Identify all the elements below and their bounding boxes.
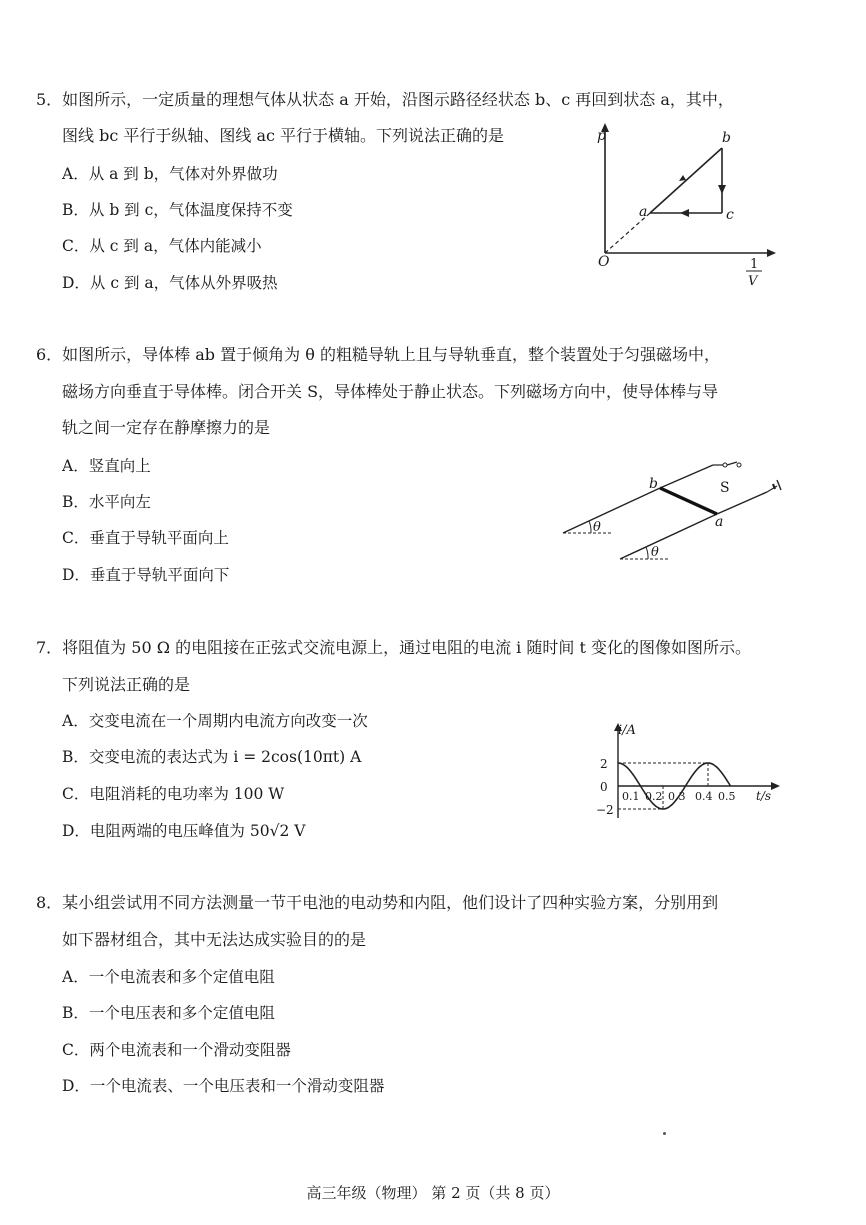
q8-stem-line1: 8．某小组尝试用不同方法测量一节干电池的电动势和内阻，他们设计了四种实验方案，分别用到	[36, 893, 719, 912]
q6-option-b: B．水平向左	[62, 493, 151, 511]
q8-option-c: C．两个电流表和一个滑动变阻器	[62, 1041, 291, 1059]
q6-option-d: D．垂直于导轨平面向下	[62, 566, 230, 584]
switch-s-label: S	[720, 480, 730, 496]
pv-x-axis-denominator: V	[748, 274, 758, 289]
pv-point-a: a	[639, 204, 648, 220]
x-tick-0.4: 0.4	[695, 790, 713, 803]
q7-stem-line2: 下列说法正确的是	[62, 675, 191, 694]
pv-point-c: c	[726, 207, 734, 223]
q6-option-a: A．竖直向上	[62, 457, 151, 475]
page-footer: 高三年级（物理） 第 2 页（共 8 页）	[306, 1184, 560, 1202]
x-tick-0.2: 0.2	[645, 790, 663, 803]
q7-option-b: B．交变电流的表达式为 i = 2cos(10πt) A	[62, 748, 362, 766]
incline-rail-figure	[555, 460, 785, 570]
rod-end-b-label: b	[649, 476, 658, 492]
pv-y-axis-label: p	[597, 128, 606, 144]
graph-x-axis-label: t/s	[756, 789, 772, 803]
rod-end-a-label: a	[715, 514, 724, 530]
incline-rail-diagram	[555, 460, 785, 570]
q8-option-b: B．一个电压表和多个定值电阻	[62, 1004, 275, 1022]
q7-stem-line1: 7．将阻值为 50 Ω 的电阻接在正弦式交流电源上，通过电阻的电流 i 随时间 t 变化的图像如图所示。	[36, 638, 751, 657]
y-tick-0: 0	[600, 780, 608, 794]
pv-diagram	[590, 118, 780, 293]
pv-point-b: b	[722, 130, 731, 146]
q8-option-d: D．一个电流表、一个电压表和一个滑动变阻器	[62, 1077, 385, 1095]
q5-stem-line1: 5．如图所示，一定质量的理想气体从状态 a 开始，沿图示路径经状态 b、c 再回到状态 a，其中，	[36, 90, 734, 109]
current-time-graph	[588, 718, 788, 828]
q7-option-c: C．电阻消耗的电功率为 100 W	[62, 785, 285, 803]
q5-option-a: A．从 a 到 b，气体对外界做功	[62, 165, 278, 183]
y-tick-neg2: −2	[596, 803, 614, 817]
y-tick-2: 2	[600, 757, 608, 771]
current-time-graph-figure	[588, 718, 788, 828]
q6-stem-line3: 轨之间一定存在静摩擦力的是	[62, 418, 271, 437]
pv-diagram-figure	[590, 118, 780, 293]
x-tick-0.3: 0.3	[668, 790, 686, 803]
scan-speck	[663, 1132, 666, 1135]
pv-x-axis-numerator: 1	[750, 257, 759, 272]
q8-option-a: A．一个电流表和多个定值电阻	[62, 968, 275, 986]
q5-option-b: B．从 b 到 c，气体温度保持不变	[62, 201, 293, 219]
q8-stem-line2: 如下器材组合，其中无法达成实验目的的是	[62, 930, 367, 949]
x-tick-0.5: 0.5	[718, 790, 736, 803]
q7-option-a: A．交变电流在一个周期内电流方向改变一次	[62, 712, 368, 730]
q5-stem-line2: 图线 bc 平行于纵轴、图线 ac 平行于横轴。下列说法正确的是	[62, 126, 505, 145]
q7-option-d: D．电阻两端的电压峰值为 50√2 V	[62, 822, 306, 840]
q6-stem-line1: 6．如图所示，导体棒 ab 置于倾角为 θ 的粗糙导轨上且与导轨垂直，整个装置处于匀强磁场中，	[36, 345, 720, 364]
q5-option-d: D．从 c 到 a，气体从外界吸热	[62, 274, 278, 292]
graph-y-axis-label: i/A	[618, 723, 636, 738]
incline-angle-label-1: θ	[593, 520, 601, 535]
incline-angle-label-2: θ	[651, 545, 659, 560]
q6-stem-line2: 磁场方向垂直于导体棒。闭合开关 S，导体棒处于静止状态。下列磁场方向中，使导体棒与导	[62, 382, 719, 401]
x-tick-0.1: 0.1	[622, 790, 640, 803]
pv-origin-label: O	[598, 254, 610, 270]
q6-option-c: C．垂直于导轨平面向上	[62, 529, 229, 547]
q5-option-c: C．从 c 到 a，气体内能减小	[62, 237, 262, 255]
